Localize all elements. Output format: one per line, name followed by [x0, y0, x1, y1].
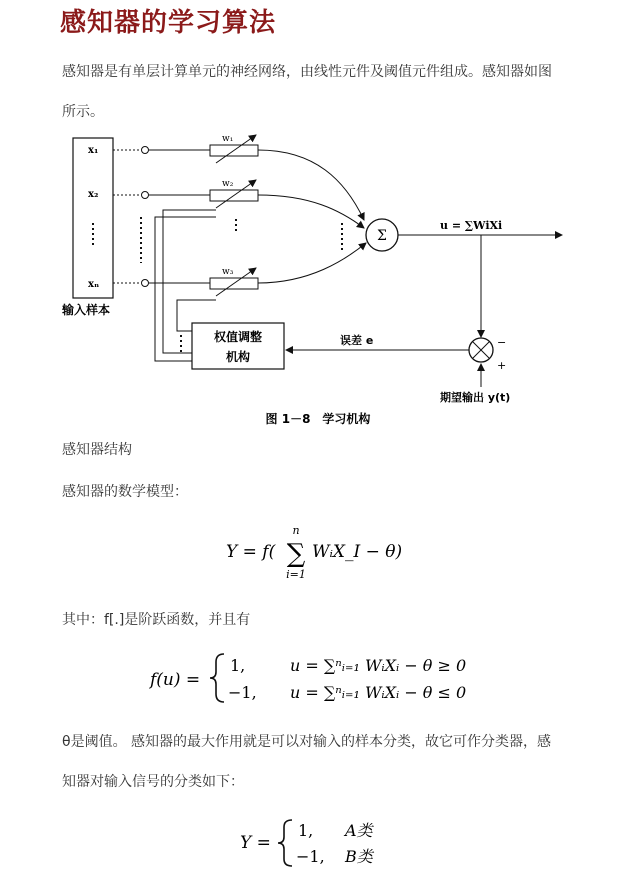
eq1-sum-bottom: i=1 — [286, 568, 306, 581]
weight-adjust-label-2: 机构 — [225, 350, 251, 364]
eq2-case2-val: −1, — [228, 683, 257, 702]
error-label: 误差 e — [340, 334, 374, 347]
weight-w1-label: w₁ — [222, 134, 234, 144]
perceptron-diagram — [0, 125, 627, 430]
weight-w3-label: w₃ — [222, 267, 234, 277]
output-formula: u = ∑WiXi — [440, 219, 503, 232]
eq3-lhs: Y = — [240, 833, 271, 853]
x1-terminal — [142, 147, 149, 154]
intro-paragraph: 感知器是有单层计算单元的神经网络，由线性元件及阈值元件组成。感知器如图所示。 — [62, 64, 552, 120]
eq2-case1-cond: u = ∑ⁿᵢ₌₁ WᵢXᵢ − θ ≥ 0 — [290, 656, 467, 675]
section-model: 感知器的数学模型： — [62, 484, 188, 500]
weight-w2-label: w₂ — [222, 179, 234, 189]
eq1-sum: ∑ — [286, 539, 306, 569]
input-sample-box — [73, 138, 113, 298]
input-x1-label: x₁ — [88, 145, 99, 156]
eq2-case2-cond: u = ∑ⁿᵢ₌₁ WᵢXᵢ − θ ≤ 0 — [290, 683, 467, 702]
page-title: 感知器的学习算法 — [60, 8, 277, 38]
comparator-plus: + — [497, 359, 507, 372]
equation-1 — [0, 520, 627, 582]
section-structure: 感知器结构 — [62, 442, 132, 458]
figure-caption: 图 1－8 学习机构 — [265, 412, 371, 426]
threshold-paragraph: θ是阈值。 感知器的最大作用就是可以对输入的样本分类，故它可作分类器，感知器对输入信号的分类如下： — [62, 734, 552, 790]
eq3-brace — [278, 820, 292, 866]
eq1-lhs: Y = f( — [226, 542, 276, 562]
eq1-rhs: WᵢX_I − θ) — [312, 542, 403, 562]
step-function-text: 其中：f[.]是阶跃函数，并且有 — [62, 612, 251, 628]
input-x2-label: x₂ — [88, 189, 99, 200]
x2-terminal — [142, 192, 149, 199]
equation-2 — [0, 648, 627, 708]
eq2-lhs: f(u) = — [150, 670, 201, 690]
xn-terminal — [142, 280, 149, 287]
eq3-case1-val: 1, — [298, 821, 314, 840]
input-sample-label: 输入样本 — [62, 303, 111, 317]
eq3-case2-class: B类 — [345, 847, 373, 866]
eq2-brace — [210, 654, 224, 702]
input-xn-label: xₙ — [88, 279, 100, 290]
sum-symbol: Σ — [377, 228, 387, 244]
weight-adjust-label-1: 权值调整 — [213, 330, 263, 344]
expected-output-label: 期望输出 y(t) — [440, 391, 511, 404]
eq2-case1-val: 1, — [230, 656, 246, 675]
eq1-sum-top: n — [292, 524, 300, 537]
comparator-minus: − — [497, 336, 507, 349]
eq3-case1-class: A类 — [345, 821, 373, 840]
equation-3 — [0, 815, 627, 873]
eq3-case2-val: −1, — [296, 847, 325, 866]
